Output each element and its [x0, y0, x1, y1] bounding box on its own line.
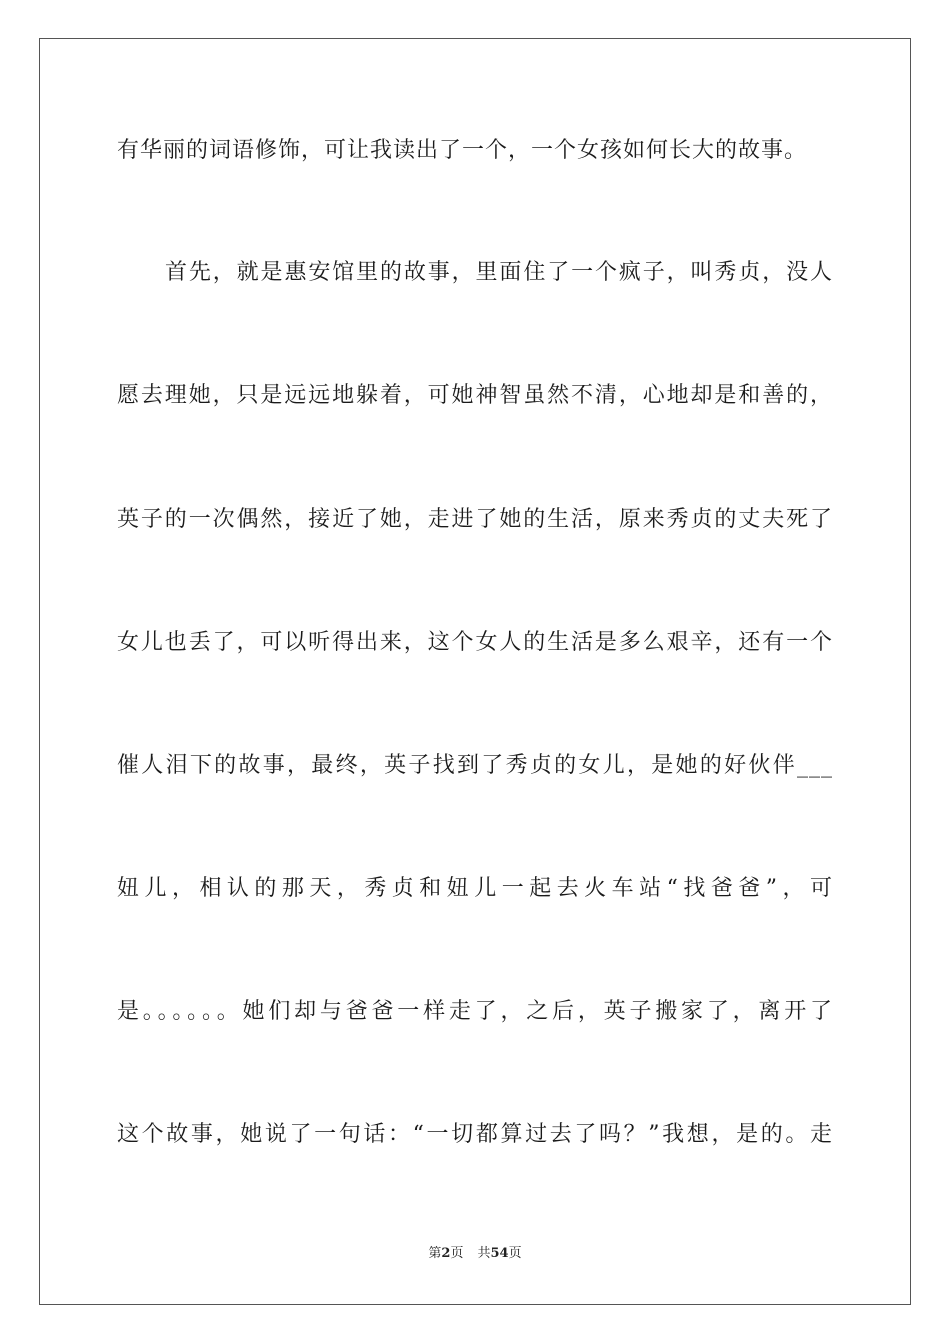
text-line-4: 英子的一次偶然，接近了她，走进了她的生活，原来秀贞的丈夫死了	[117, 507, 833, 532]
total-label-suffix: 页	[508, 1246, 522, 1261]
page-label-suffix: 页	[450, 1246, 464, 1261]
text-line-6: 催人泪下的故事，最终，英子找到了秀贞的女儿，是她的好伙伴___	[117, 753, 833, 778]
text-line-1: 有华丽的词语修饰，可让我读出了一个，一个女孩如何长大的故事。	[117, 138, 808, 163]
text-line-8: 是。。。。。。她们却与爸爸一样走了，之后，英子搬家了，离开了	[117, 999, 833, 1024]
text-line-5: 女儿也丢了，可以听得出来，这个女人的生活是多么艰辛，还有一个	[117, 630, 833, 655]
page-border	[39, 38, 911, 1305]
text-line-3: 愿去理她，只是远远地躲着，可她神智虽然不清，心地却是和善的，	[117, 383, 833, 408]
page-number: 2	[441, 1246, 451, 1261]
total-pages: 54	[490, 1246, 509, 1261]
text-line-2: 首先，就是惠安馆里的故事，里面住了一个疯子，叫秀贞，没人	[165, 260, 833, 285]
page-footer	[0, 1244, 950, 1264]
text-line-7: 妞儿，相认的那天，秀贞和妞儿一起去火车站“找爸爸”，可	[117, 876, 833, 901]
total-label-prefix: 共	[477, 1246, 491, 1261]
page-label-prefix: 第	[428, 1246, 442, 1261]
text-line-9: 这个故事，她说了一句话：“一切都算过去了吗？”我想，是的。走	[117, 1122, 833, 1147]
